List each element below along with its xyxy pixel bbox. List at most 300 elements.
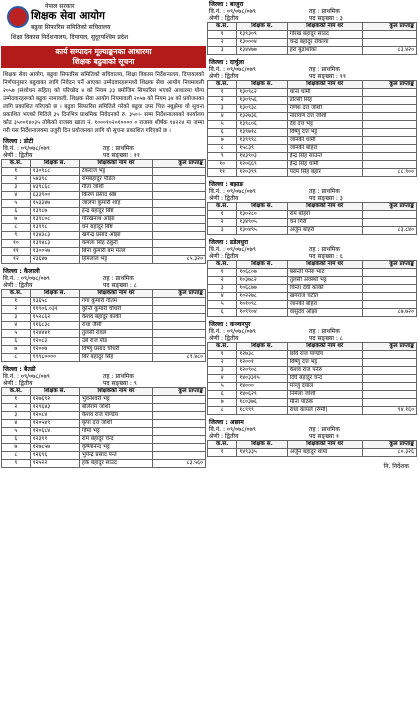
meta-posts: पद सङ्ख्या : ११ xyxy=(103,152,140,159)
table-cell: छवि राज पाण्डेय xyxy=(287,351,362,359)
table-row xyxy=(208,351,417,359)
column-header: कुल प्राप्ताङ्क xyxy=(362,23,416,31)
table-cell xyxy=(153,192,206,200)
table-row xyxy=(2,200,206,208)
table-cell: १३९९९८ xyxy=(237,137,287,145)
table-cell: १ xyxy=(2,168,31,176)
table-cell: ३ xyxy=(208,367,237,375)
meta-posts: पद सङ्ख्या १ xyxy=(309,433,339,440)
section-meta xyxy=(207,195,417,202)
table-cell: ३ xyxy=(208,105,237,113)
table-header-row xyxy=(208,203,417,211)
table-row xyxy=(2,322,206,330)
column-header: शिक्षकको नाम थर xyxy=(287,343,362,351)
table-cell: विष्णु दत्त भट्ट xyxy=(287,129,362,137)
table-cell xyxy=(362,31,416,39)
table-cell xyxy=(153,330,206,338)
table-row xyxy=(208,113,417,121)
section-meta xyxy=(207,15,417,22)
table-row xyxy=(208,227,417,235)
table-cell xyxy=(153,428,206,436)
table-cell: तुलसी रावल xyxy=(79,330,152,338)
table-cell xyxy=(153,452,206,460)
table-cell xyxy=(362,129,416,137)
table-cell: बलिराम जोशी xyxy=(79,404,152,412)
table-cell: १२०३९९ xyxy=(237,169,287,177)
table-cell: केशव बहादुर कार्की xyxy=(79,314,152,322)
table-cell: १४००० xyxy=(237,383,287,391)
table-cell: ४३९८६८ xyxy=(30,184,79,192)
meta-class: श्रेणी : द्वितीय xyxy=(3,152,33,159)
table-cell xyxy=(362,145,416,153)
column-header: क.सं. xyxy=(208,203,237,211)
table-cell xyxy=(362,39,416,47)
table-cell xyxy=(362,351,416,359)
district-section xyxy=(1,138,206,267)
table-cell xyxy=(362,375,416,383)
banner-line-2: शिक्षक बढुवाको सूचना xyxy=(72,57,135,66)
table-cell: १३९८०६ xyxy=(237,121,287,129)
table-cell: हिमलाल भट्ट xyxy=(79,256,152,264)
table-cell: ८५.३२० xyxy=(153,256,206,264)
table-cell: ७ xyxy=(2,346,31,354)
table-cell xyxy=(153,314,206,322)
table-row xyxy=(2,412,206,420)
teacher-table xyxy=(1,289,206,362)
table-row xyxy=(208,145,417,153)
table-cell: १२९६४३ xyxy=(30,404,79,412)
column-header: क.सं. xyxy=(2,160,31,168)
table-cell: २ xyxy=(208,359,237,367)
section-meta xyxy=(1,275,206,282)
table-row xyxy=(2,436,206,444)
table-cell: मञ्जु दयाल xyxy=(287,383,362,391)
meta-posts: पद सङ्ख्या : ८ xyxy=(103,282,137,289)
table-cell: १ xyxy=(208,89,237,97)
table-cell: १३९८७ xyxy=(30,208,79,216)
meta-posts: पद सङ्ख्या : ११ xyxy=(309,73,346,80)
teacher-table xyxy=(207,260,417,317)
table-cell: ६ xyxy=(2,208,31,216)
table-cell: कृपा दत्त जोशी xyxy=(79,420,152,428)
table-cell xyxy=(362,399,416,407)
table-cell: ४ xyxy=(208,113,237,121)
section-meta xyxy=(207,426,417,433)
table-cell: १३०४९५ xyxy=(237,227,287,235)
table-row xyxy=(208,391,417,399)
table-row xyxy=(2,306,206,314)
meta-level: तह : प्राथमिक xyxy=(309,8,340,15)
table-cell: २ xyxy=(2,404,31,412)
table-cell: हरा बुढाथोका xyxy=(287,47,362,55)
table-cell: ८३.४२० xyxy=(362,47,416,55)
table-cell: १२३९९ xyxy=(30,436,79,444)
table-cell xyxy=(153,420,206,428)
table-cell xyxy=(153,200,206,208)
table-row xyxy=(2,338,206,346)
table-cell xyxy=(153,396,206,404)
column-header: शिक्षक सं. xyxy=(237,261,287,269)
table-cell: गणेश दत्त जोशी xyxy=(287,105,362,113)
table-cell: १३०९८२ xyxy=(237,89,287,97)
table-cell: २ xyxy=(208,97,237,105)
column-header: शिक्षक सं. xyxy=(30,160,79,168)
table-row xyxy=(208,31,417,39)
secretariat-label: बढुवा सिफारिस समितिको सचिवालय xyxy=(31,24,111,31)
table-cell: ५ xyxy=(208,383,237,391)
column-header: क.सं. xyxy=(2,290,31,298)
table-cell: २३६४७ xyxy=(30,256,79,264)
table-cell: ३ xyxy=(2,184,31,192)
table-cell: ७ xyxy=(208,399,237,407)
table-cell: खगराज चटौत xyxy=(287,293,362,301)
table-row xyxy=(2,240,206,248)
office-label: शिक्षा विकास निर्देशनालय, दिपायल, सुदूरपश्चिम प्रदेश xyxy=(11,34,129,41)
table-cell: ८ xyxy=(2,354,31,362)
table-cell xyxy=(153,240,206,248)
table-row xyxy=(2,176,206,184)
table-header-row xyxy=(208,343,417,351)
table-cell: ५ xyxy=(2,330,31,338)
table-row xyxy=(208,219,417,227)
table-cell: १२४४४१ xyxy=(30,330,79,338)
column-header: शिक्षक सं. xyxy=(30,388,79,396)
table-cell: पदम सिंह बहार xyxy=(287,169,362,177)
table-cell: केशव राज पाण्डेय xyxy=(79,412,152,420)
table-row xyxy=(2,192,206,200)
left-column xyxy=(1,0,206,471)
meta-date: वि.नं. : ०९/०७८/०७९ xyxy=(209,8,256,15)
column-header: शिक्षक सं. xyxy=(237,81,287,89)
section-meta xyxy=(207,8,417,15)
table-cell: १३९३०९ xyxy=(237,31,287,39)
table-row xyxy=(208,399,417,407)
column-header: शिक्षक सं. xyxy=(237,343,287,351)
table-row xyxy=(208,169,417,177)
table-cell: ११ xyxy=(2,248,31,256)
meta-date: वि.नं. : ०९/०७८/०७९ xyxy=(209,246,256,253)
table-cell: हर्क बहादुर साउद xyxy=(79,460,152,468)
table-cell: किरण प्रसाद श्रेष्ठ xyxy=(79,192,152,200)
table-cell: १३०००४ xyxy=(237,39,287,47)
table-cell xyxy=(362,285,416,293)
table-cell: १ xyxy=(208,269,237,277)
table-cell: ईन्द्र सिंह धामी xyxy=(287,161,362,169)
table-row xyxy=(2,232,206,240)
table-cell xyxy=(362,301,416,309)
table-cell: १ xyxy=(2,298,31,306)
table-cell: १२०८४ xyxy=(30,412,79,420)
table-cell: नारायण दत्त जोशी xyxy=(287,113,362,121)
table-cell: राधा जैसी xyxy=(79,322,152,330)
table-row xyxy=(208,161,417,169)
table-cell: १४३९०३ xyxy=(237,153,287,161)
left-sections xyxy=(1,138,206,471)
table-cell: २ xyxy=(208,277,237,285)
district-section xyxy=(207,419,417,460)
meta-level: तह : प्राथमिक xyxy=(309,328,340,335)
table-row xyxy=(208,269,417,277)
table-row xyxy=(2,248,206,256)
table-cell: धन बहादुर बिष्ट xyxy=(79,224,152,232)
table-cell: ८७.७२० xyxy=(362,309,416,317)
meta-class: श्रेणी : द्वितीय xyxy=(209,253,239,260)
table-cell xyxy=(362,383,416,391)
table-cell: १३४९०५ xyxy=(237,219,287,227)
table-cell: १५३३४७ xyxy=(30,200,79,208)
column-header: कुल प्राप्ताङ्क xyxy=(362,81,416,89)
section-meta xyxy=(207,188,417,195)
table-cell: १३९८०८ xyxy=(30,216,79,224)
table-row xyxy=(2,460,206,468)
column-header: क.सं. xyxy=(208,441,237,449)
table-cell: वासुदेव ओझा xyxy=(287,309,362,317)
table-cell: ८३.८४० xyxy=(362,227,416,235)
table-cell: जालपा कुमारी शाह xyxy=(79,200,152,208)
table-cell: ७ xyxy=(2,216,31,224)
notice-banner xyxy=(1,46,206,68)
column-header: कुल प्राप्ताङ्क xyxy=(153,388,206,396)
section-meta xyxy=(207,433,417,440)
table-cell: १०६८७७ xyxy=(237,285,287,293)
column-header: शिक्षकको नाम थर xyxy=(287,441,362,449)
table-cell xyxy=(153,298,206,306)
teacher-table xyxy=(207,80,417,177)
table-row xyxy=(2,224,206,232)
meta-date: वि.नं. : ०९/०७८/०७९ xyxy=(3,275,50,282)
meta-date: वि.नं. : ०९/०७८/०७९ xyxy=(209,66,256,73)
meta-level: तह : प्राथमिक xyxy=(103,373,134,380)
table-cell: बिना कुमारी बम मल्ल xyxy=(79,248,152,256)
table-cell: राधा कापले (रेग्मी) xyxy=(287,407,362,415)
table-row xyxy=(2,314,206,322)
table-cell: १४०३३१५ xyxy=(237,375,287,383)
column-header: शिक्षकको नाम थर xyxy=(287,261,362,269)
teacher-table xyxy=(207,202,417,235)
table-row xyxy=(208,105,417,113)
table-row xyxy=(2,168,206,176)
table-cell: १८९९९ xyxy=(237,407,287,415)
table-cell: ईन्द्र सिंह साउन्त xyxy=(287,153,362,161)
table-cell: १२०९०८ xyxy=(237,367,287,375)
table-row xyxy=(208,367,417,375)
teacher-table xyxy=(207,22,417,55)
table-row xyxy=(2,444,206,452)
meta-level: तह : प्राथमिक xyxy=(309,426,340,433)
table-cell xyxy=(362,89,416,97)
table-cell: ११६८३८ xyxy=(30,322,79,330)
teacher-table xyxy=(207,440,417,457)
column-header: शिक्षकको नाम थर xyxy=(79,290,152,298)
district-name: जिल्ला : बझाङ xyxy=(209,181,244,188)
table-cell: ११९०६.०३१ xyxy=(30,306,79,314)
table-cell xyxy=(362,269,416,277)
table-row xyxy=(2,216,206,224)
table-cell: ५ xyxy=(208,121,237,129)
table-row xyxy=(208,285,417,293)
table-cell: १३०९८८ xyxy=(30,168,79,176)
table-cell xyxy=(362,97,416,105)
table-cell: १०९९०४ xyxy=(237,309,287,317)
table-cell: ८३.५६० xyxy=(153,460,206,468)
table-cell: गोरख बहादुर साउद xyxy=(287,31,362,39)
table-cell: ८०.३२६ xyxy=(362,449,416,457)
table-cell: १२७६९२ xyxy=(30,396,79,404)
right-column xyxy=(207,0,417,470)
column-header: शिक्षक सं. xyxy=(237,441,287,449)
table-cell xyxy=(362,121,416,129)
table-header-row xyxy=(2,388,206,396)
table-cell: १२००७ xyxy=(30,346,79,354)
table-cell: ६ xyxy=(208,309,237,317)
column-header: शिक्षकको नाम थर xyxy=(287,203,362,211)
table-cell xyxy=(153,444,206,452)
table-header-row xyxy=(2,290,206,298)
meta-level: तह : प्राथमिक xyxy=(309,246,340,253)
column-header: शिक्षक सं. xyxy=(30,290,79,298)
table-cell: जानकी बोहरा xyxy=(287,145,362,153)
table-cell: ८९.४८० xyxy=(153,354,206,362)
section-meta xyxy=(1,373,206,380)
table-cell: १५२८६२ xyxy=(30,314,79,322)
table-cell: ६ xyxy=(208,391,237,399)
meta-date: वि.नं. : ०९/०७८/०७९ xyxy=(3,145,50,152)
table-cell: १३२७३६ xyxy=(237,113,287,121)
table-header-row xyxy=(208,261,417,269)
section-meta xyxy=(1,145,206,152)
table-cell xyxy=(153,346,206,354)
table-row xyxy=(2,208,206,216)
table-cell: रामबहादुर पौडेल xyxy=(79,176,152,184)
district-section xyxy=(207,239,417,320)
table-cell: १३०२८० xyxy=(237,211,287,219)
table-cell: ८ xyxy=(208,145,237,153)
district-section xyxy=(207,321,417,418)
table-cell: १३९४८३ xyxy=(30,240,79,248)
table-cell: ८ xyxy=(208,407,237,415)
table-cell: चिन्ता देवी कार्की xyxy=(287,285,362,293)
table-cell xyxy=(153,216,206,224)
table-cell: मीना पाठक xyxy=(287,399,362,407)
table-cell: २ xyxy=(2,176,31,184)
table-cell: ९४.१६० xyxy=(362,407,416,415)
table-cell: ५ xyxy=(208,301,237,309)
table-cell: कुन्ति कुमारी चौधरी xyxy=(79,306,152,314)
table-cell: गोमा भट्ट xyxy=(79,428,152,436)
table-cell: १२०६६९ xyxy=(237,161,287,169)
table-cell xyxy=(153,176,206,184)
table-cell: १३४४७७ xyxy=(237,47,287,55)
district-section xyxy=(1,268,206,365)
table-cell xyxy=(153,184,206,192)
table-row xyxy=(208,39,417,47)
table-cell: १३९७१८ xyxy=(237,129,287,137)
table-cell: १० xyxy=(2,240,31,248)
table-cell: १०२२७८ xyxy=(237,293,287,301)
meta-class: श्रेणी : द्वितीय xyxy=(209,15,239,22)
table-row xyxy=(208,277,417,285)
table-cell: ३ xyxy=(208,285,237,293)
table-cell: १३४३८३ xyxy=(30,232,79,240)
district-name: जिल्ला : अछाम xyxy=(209,419,244,426)
table-cell: दिर्घ बहादुर चन्द xyxy=(287,375,362,383)
table-row xyxy=(208,121,417,129)
table-cell xyxy=(362,277,416,285)
column-header: क.सं. xyxy=(2,388,31,396)
table-row xyxy=(208,153,417,161)
table-cell: ६३३९०० xyxy=(30,192,79,200)
teacher-table xyxy=(1,159,206,264)
table-cell xyxy=(153,224,206,232)
banner-line-1: कार्य सम्पादन मूल्याङ्कनका आधारमा xyxy=(55,47,152,56)
table-cell: ५४३९८ xyxy=(30,176,79,184)
table-cell: ८ xyxy=(2,452,31,460)
table-cell xyxy=(362,105,416,113)
teacher-table xyxy=(1,387,206,468)
table-header-row xyxy=(208,441,417,449)
table-cell: २ xyxy=(2,306,31,314)
district-section xyxy=(207,1,417,58)
column-header: कुल प्राप्ताङ्क xyxy=(153,160,206,168)
table-row xyxy=(208,89,417,97)
right-sections xyxy=(207,1,417,460)
meta-class: श्रेणी : द्वितीय xyxy=(3,380,33,387)
table-cell: १३०९५६ xyxy=(237,97,287,105)
district-name: जिल्ला : बाजुरा xyxy=(209,1,244,8)
table-cell: उर्ब राज पौड xyxy=(79,338,152,346)
table-cell: भुपेन्द्र प्रसाद पन्त xyxy=(79,452,152,460)
meta-level: तह : प्राथमिक xyxy=(103,145,134,152)
table-cell xyxy=(153,208,206,216)
table-cell xyxy=(362,211,416,219)
table-cell xyxy=(153,248,206,256)
table-cell: १२५२२ xyxy=(30,460,79,468)
table-cell: डोल्सी सिंह xyxy=(287,97,362,105)
table-cell: ४ xyxy=(2,420,31,428)
table-row xyxy=(208,383,417,391)
table-cell: १ xyxy=(208,211,237,219)
table-row xyxy=(2,428,206,436)
commission-title: शिक्षक सेवा आयोग xyxy=(31,10,105,22)
table-cell: ४ xyxy=(208,375,237,383)
table-cell xyxy=(362,113,416,121)
table-cell xyxy=(362,219,416,227)
table-cell: १३०९३८ xyxy=(237,105,287,113)
table-cell: जानकी बोहरा xyxy=(287,301,362,309)
column-header: शिक्षक सं. xyxy=(237,23,287,31)
table-cell: ४ xyxy=(208,293,237,301)
table-cell: बसन्ती पनेरु भाट xyxy=(287,269,362,277)
meta-class: श्रेणी : द्वितीय xyxy=(209,73,239,80)
table-cell: ९ xyxy=(2,460,31,468)
district-section xyxy=(207,181,417,238)
district-name: जिल्ला : डोटी xyxy=(3,138,34,145)
table-cell: देव दत्त भट्ट xyxy=(287,121,362,129)
meta-class: श्रेणी : द्वितीय xyxy=(3,282,33,289)
table-cell: १३००५७ xyxy=(30,248,79,256)
table-cell: ९ xyxy=(208,153,237,161)
table-row xyxy=(208,137,417,145)
column-header: क.सं. xyxy=(208,81,237,89)
column-header: क.सं. xyxy=(208,23,237,31)
table-row xyxy=(2,396,206,404)
meta-class: श्रेणी : द्वितीय xyxy=(209,433,239,440)
table-row xyxy=(2,354,206,362)
table-cell xyxy=(362,153,416,161)
district-name: जिल्ला : कैलाली xyxy=(3,268,40,275)
table-cell: २ xyxy=(208,219,237,227)
column-header: क.सं. xyxy=(208,261,237,269)
